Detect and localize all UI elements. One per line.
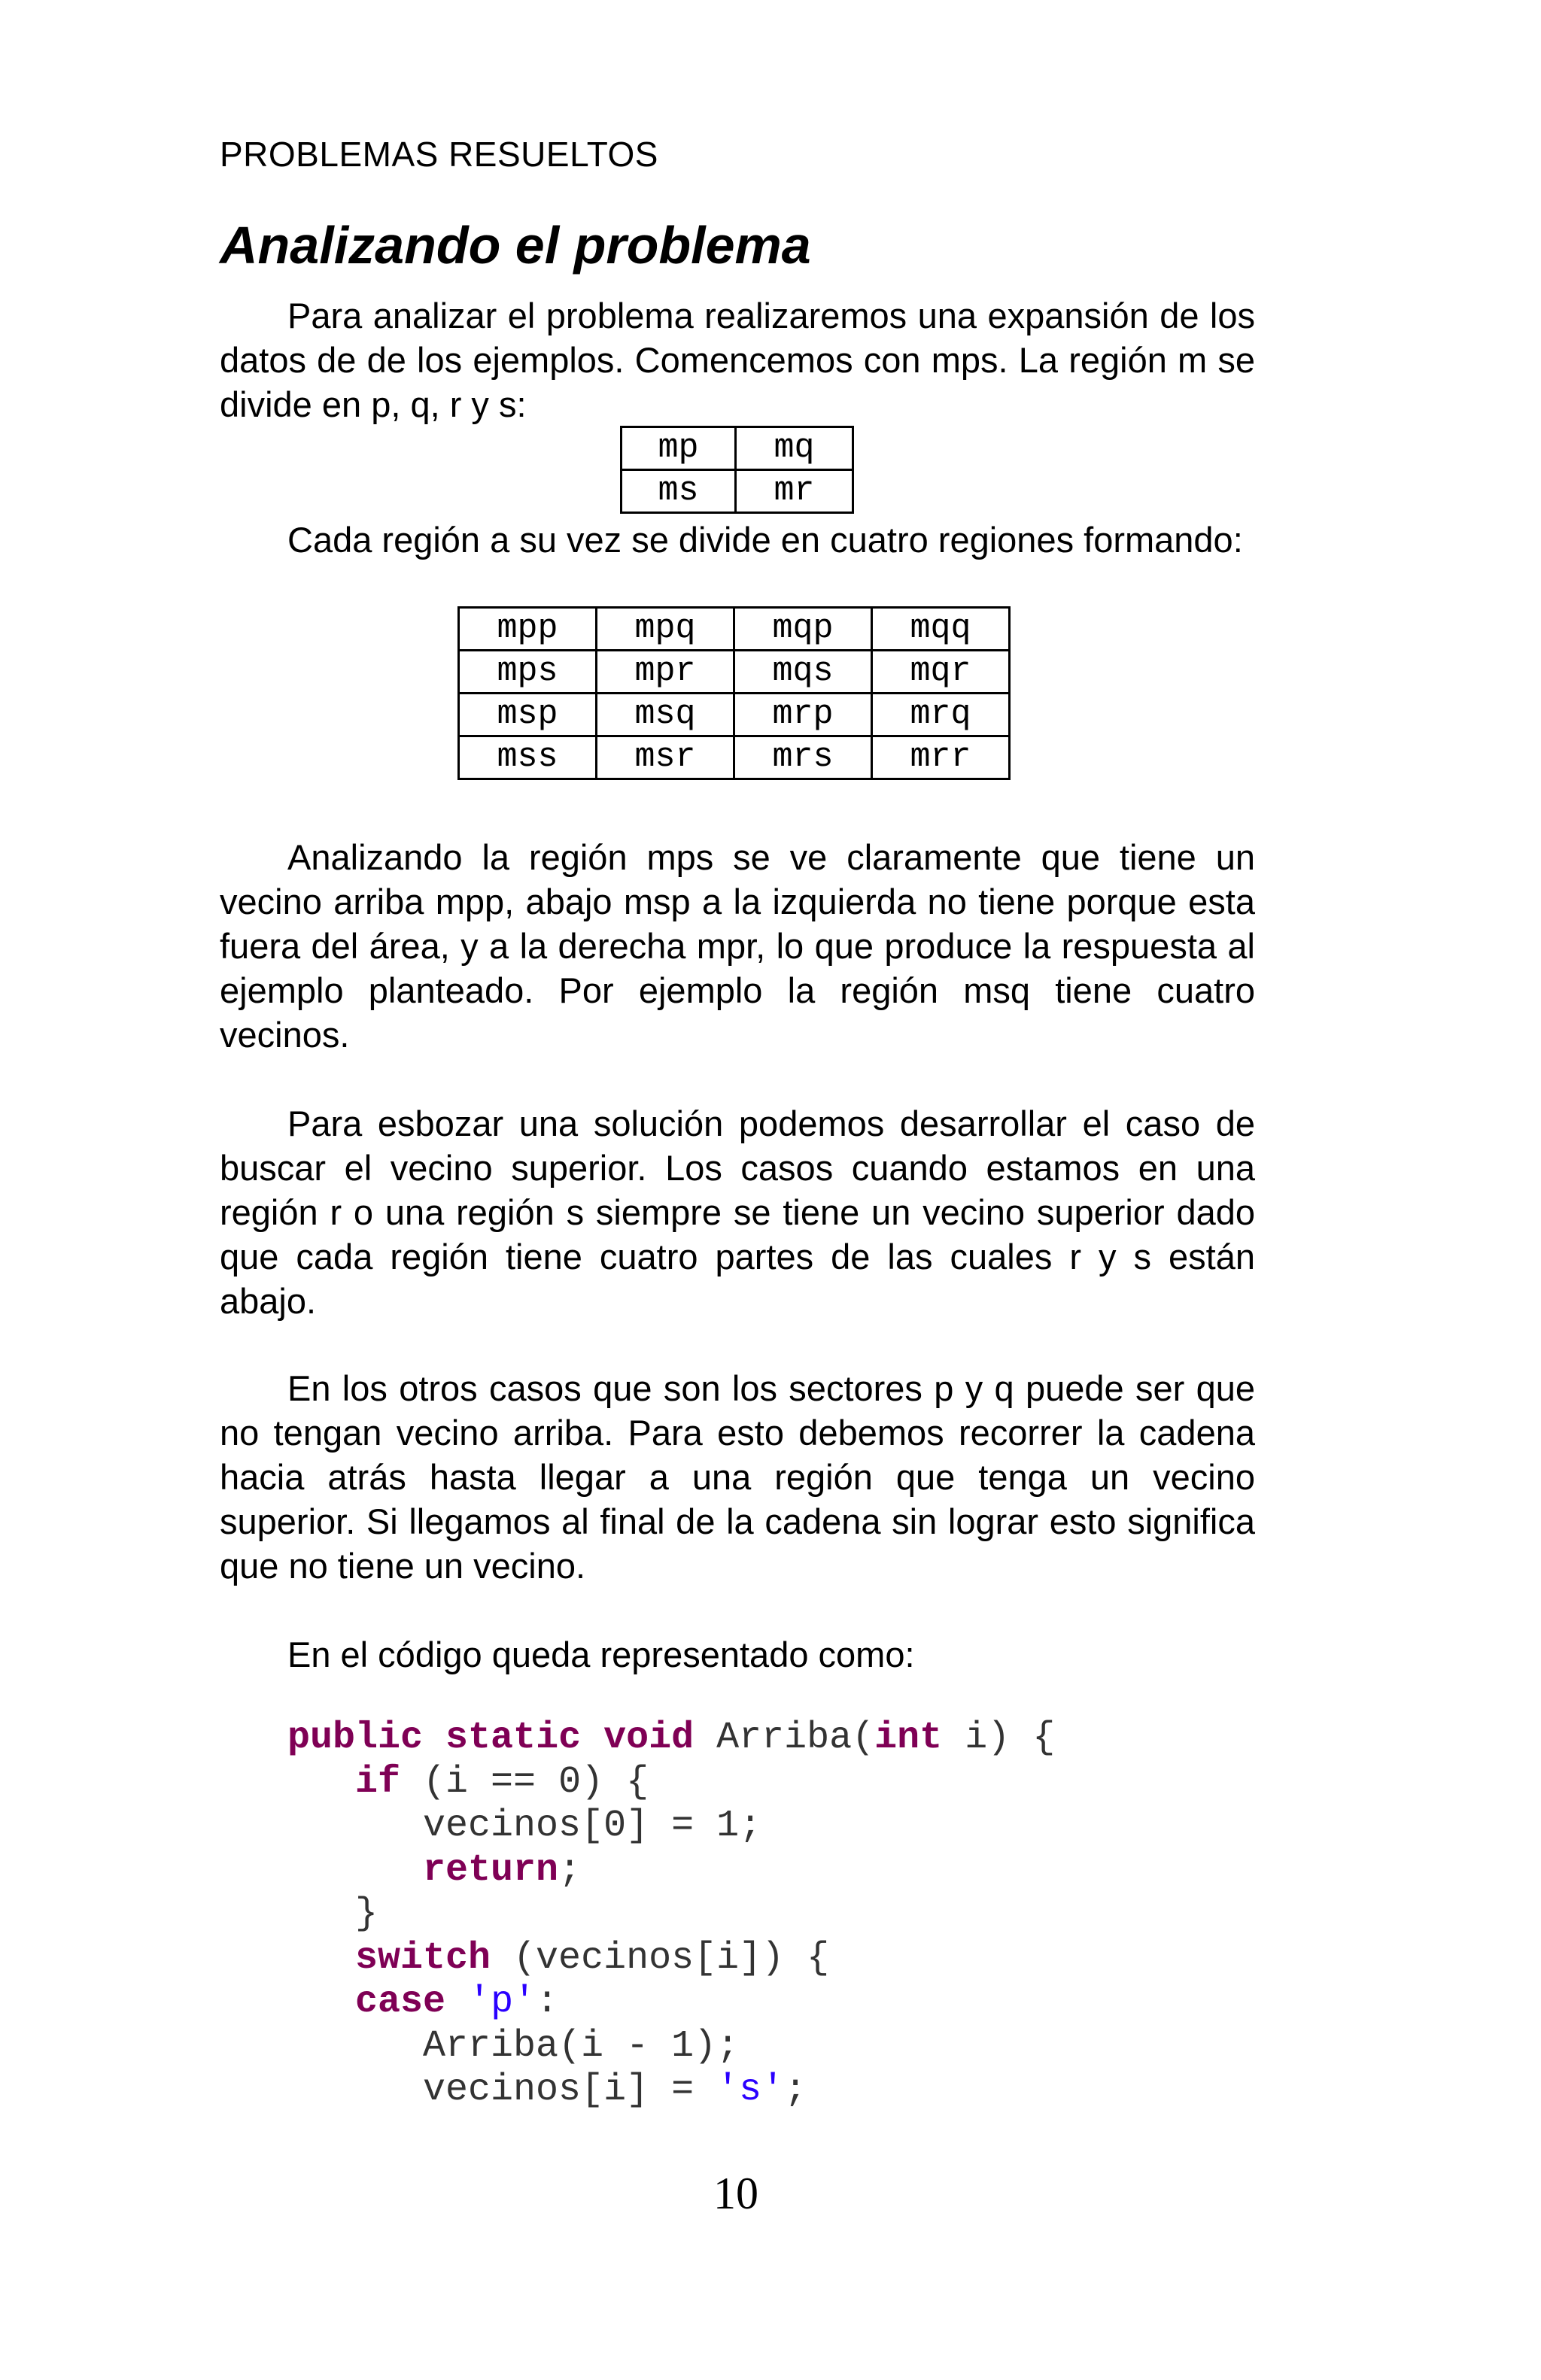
code-keyword: return xyxy=(423,1848,559,1892)
code-text: (i == 0) { xyxy=(400,1760,649,1804)
paragraph-analysis xyxy=(220,835,1255,1057)
table-cell: ms xyxy=(622,470,736,513)
code-keyword: public xyxy=(287,1717,424,1759)
table-cell: mss xyxy=(459,736,597,779)
code-line xyxy=(287,1761,1055,1805)
code-line xyxy=(287,1981,1055,2025)
paragraph-code-intro-text: En el código queda representado como: xyxy=(287,1635,915,1674)
code-text: i) { xyxy=(942,1717,1056,1759)
paragraph-other-cases xyxy=(220,1366,1255,1588)
code-text: vecinos[0] = 1; xyxy=(423,1805,762,1847)
table-cell: mqr xyxy=(872,651,1010,694)
code-text: Arriba(i - 1); xyxy=(423,2024,740,2068)
paragraph-analysis-text: Analizando la región mps se ve claramente que tiene un vecino arriba mpp, abajo msp a la izquierda no tiene porque esta fuera del área, y a la derecha mpr, lo que produce la respuesta al ejemplo planteado. Por ejemplo la región msq tiene cuatro vecinos. xyxy=(220,837,1255,1055)
region-table-small xyxy=(620,426,854,514)
code-keyword: switch xyxy=(355,1936,491,1980)
table-cell: mqs xyxy=(734,651,872,694)
code-string: 's' xyxy=(716,2069,785,2111)
table-cell: mpr xyxy=(597,651,734,694)
code-text: ; xyxy=(784,2069,807,2111)
code-text: ; xyxy=(558,1848,582,1892)
code-keyword: if xyxy=(355,1760,401,1804)
code-keyword: case xyxy=(355,1981,446,2023)
paragraph-other-cases-text: En los otros casos que son los sectores p y q puede ser que no tengan vecino arriba. Para esto debemos recorrer la cadena hacia atrás hasta llegar a una región que tenga un vecino superior. Si llegamos al final de la cadena sin lograr esto significa que no tiene un vecino. xyxy=(220,1368,1255,1586)
code-text: vecinos[i] = xyxy=(423,2069,717,2111)
code-keyword: void xyxy=(603,1717,695,1759)
code-line xyxy=(287,1893,1055,1937)
code-line xyxy=(287,2025,1055,2069)
code-text: (vecinos[i]) { xyxy=(491,1936,830,1980)
code-string: 'p' xyxy=(468,1981,536,2023)
paragraph-subdivision xyxy=(220,518,1255,562)
section-title: Analizando el problema xyxy=(220,216,811,275)
paragraph-intro xyxy=(220,293,1255,427)
table-cell: msr xyxy=(597,736,734,779)
table-cell: mrp xyxy=(734,694,872,736)
code-line xyxy=(287,1805,1055,1849)
table-cell: mp xyxy=(622,427,736,470)
paragraph-code-intro xyxy=(220,1632,1255,1677)
table-cell: mps xyxy=(459,651,597,694)
page-number: 10 xyxy=(713,2169,758,2218)
table-cell: mrr xyxy=(872,736,1010,779)
table-cell: msp xyxy=(459,694,597,736)
code-text: : xyxy=(536,1981,559,2023)
code-line xyxy=(287,1937,1055,1981)
code-keyword: static xyxy=(445,1717,582,1759)
table-cell: mpp xyxy=(459,608,597,651)
table-cell: mrq xyxy=(872,694,1010,736)
table-cell: mpq xyxy=(597,608,734,651)
paragraph-subdivision-text: Cada región a su vez se divide en cuatro regiones formando: xyxy=(287,520,1243,560)
table-cell: mrs xyxy=(734,736,872,779)
table-cell: msq xyxy=(597,694,734,736)
code-line xyxy=(287,1849,1055,1893)
table-cell: mq xyxy=(736,427,853,470)
region-table-large xyxy=(457,606,1011,780)
table-cell: mqp xyxy=(734,608,872,651)
code-text: Arriba( xyxy=(694,1717,875,1759)
code-line xyxy=(287,2069,1055,2113)
code-line xyxy=(287,1717,1055,1761)
paragraph-intro-text: Para analizar el problema realizaremos una expansión de los datos de de los ejemplos. Comencemos con mps. La región m se divide en p, q, r y s: xyxy=(220,296,1255,424)
table-cell: mqq xyxy=(872,608,1010,651)
paragraph-approach xyxy=(220,1101,1255,1323)
code-text xyxy=(445,1981,468,2023)
running-header: PROBLEMAS RESUELTOS xyxy=(220,135,658,174)
code-block xyxy=(287,1717,1055,2113)
table-cell: mr xyxy=(736,470,853,513)
code-keyword: int xyxy=(874,1717,943,1759)
paragraph-approach-text: Para esbozar una solución podemos desarrollar el caso de buscar el vecino superior. Los casos cuando estamos en una región r o una región s siempre se tiene un vecino superior dado que cada región tiene cuatro partes de las cuales r y s están abajo. xyxy=(220,1103,1255,1321)
code-text: } xyxy=(355,1893,378,1935)
